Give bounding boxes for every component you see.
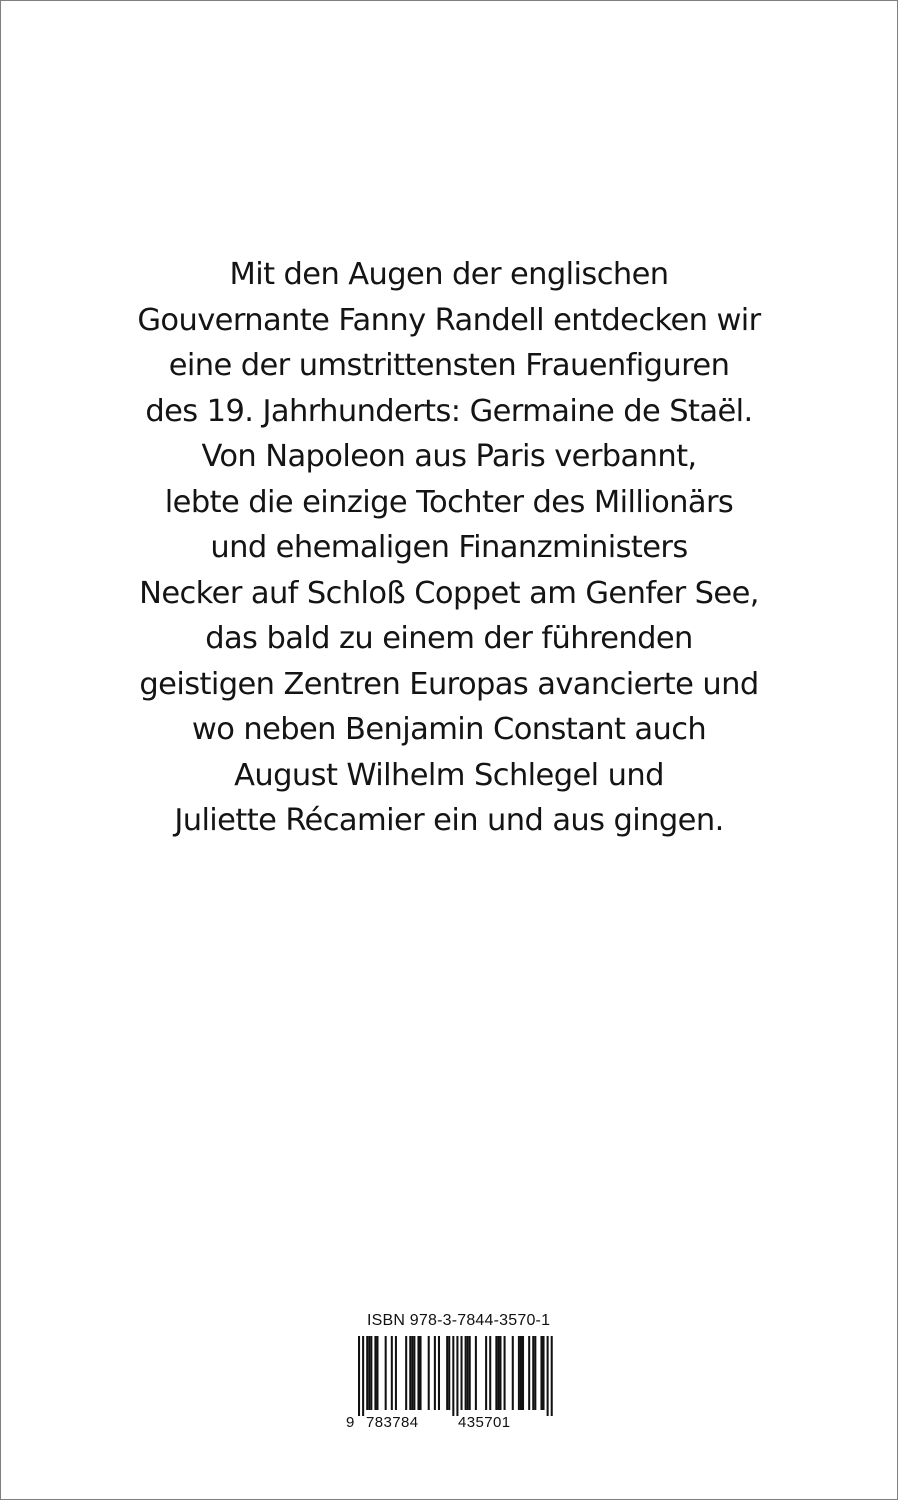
- barcode-bar: [385, 1336, 387, 1410]
- barcode-bar: [497, 1336, 499, 1410]
- barcode-bar: [368, 1336, 370, 1410]
- barcode-guard-bar: [452, 1336, 454, 1416]
- blurb-line: des 19. Jahrhunderts: Germaine de Staël.: [145, 393, 753, 429]
- blurb-text: [0, 252, 898, 844]
- blurb-line: Necker auf Schloß Coppet am Genfer See,: [139, 575, 759, 611]
- barcode-bar: [420, 1336, 422, 1410]
- barcode-bar: [446, 1336, 448, 1410]
- blurb-line: wo neben Benjamin Constant auch: [191, 712, 707, 747]
- barcode-bar: [534, 1336, 536, 1410]
- barcode-bar: [467, 1336, 469, 1410]
- isbn-label: ISBN 978-3-7844-3570-1: [367, 1312, 551, 1329]
- barcode-bar: [413, 1336, 415, 1410]
- barcode-bar: [448, 1336, 450, 1410]
- barcode-guard-bar: [362, 1336, 364, 1416]
- barcode-bar: [428, 1336, 430, 1410]
- barcode-bar: [405, 1336, 407, 1410]
- barcode-bar: [512, 1336, 514, 1410]
- barcode-guard-bar: [358, 1336, 360, 1416]
- barcode-bar: [522, 1336, 524, 1410]
- barcode-bar: [499, 1336, 501, 1410]
- barcode-bar: [528, 1336, 530, 1410]
- barcode-bar: [376, 1336, 378, 1410]
- barcode-right-digits: 435701: [458, 1414, 511, 1431]
- barcode-bar: [489, 1336, 491, 1410]
- blurb-line: lebte die einzige Tochter des Millionärs: [164, 484, 734, 520]
- barcode-bar: [370, 1336, 372, 1410]
- barcode-bar: [366, 1336, 368, 1410]
- blurb-line: geistigen Zentren Europas avancierte und: [139, 666, 759, 702]
- barcode-bar: [485, 1336, 487, 1410]
- barcode-bar: [469, 1336, 471, 1410]
- barcode-bar: [475, 1336, 477, 1410]
- blurb-line: das bald zu einem der führenden: [205, 621, 693, 656]
- blurb-line: Mit den Augen der englischen: [229, 257, 669, 292]
- barcode-bar: [543, 1336, 545, 1410]
- barcode-bar: [391, 1336, 393, 1410]
- barcode-bar: [417, 1336, 419, 1410]
- barcode-bar: [495, 1336, 497, 1410]
- isbn-barcode-block: [344, 1312, 564, 1432]
- barcode-bar: [532, 1336, 534, 1410]
- barcode-bar: [434, 1336, 436, 1410]
- barcode: [344, 1312, 564, 1416]
- barcode-bar: [395, 1336, 397, 1410]
- blurb-line: Juliette Récamier ein und aus gingen.: [174, 803, 724, 838]
- blurb-line: August Wilhelm Schlegel und: [234, 757, 664, 793]
- barcode-bar: [411, 1336, 413, 1410]
- blurb-line: eine der umstrittensten Frauenfiguren: [168, 348, 730, 383]
- barcode-bar: [374, 1336, 376, 1410]
- barcode-guard-bar: [547, 1336, 549, 1416]
- barcode-bar: [518, 1336, 520, 1410]
- blurb-line: Gouvernante Fanny Randell entdecken wir: [137, 302, 761, 338]
- barcode-guard-bar: [456, 1336, 458, 1416]
- barcode-left-digits: 783784: [366, 1414, 419, 1431]
- barcode-bar: [438, 1336, 440, 1410]
- blurb-line: Von Napoleon aus Paris verbannt,: [201, 439, 697, 474]
- barcode-bar: [520, 1336, 522, 1410]
- barcode-guard-bar: [551, 1336, 553, 1416]
- barcode-bar: [540, 1336, 542, 1410]
- barcode-bar: [504, 1336, 506, 1410]
- barcode-bar: [461, 1336, 463, 1410]
- barcode-bar: [409, 1336, 411, 1410]
- barcode-bar: [465, 1336, 467, 1410]
- blurb-line: und ehemaligen Finanzministers: [210, 530, 688, 565]
- barcode-first-digit: 9: [346, 1414, 355, 1431]
